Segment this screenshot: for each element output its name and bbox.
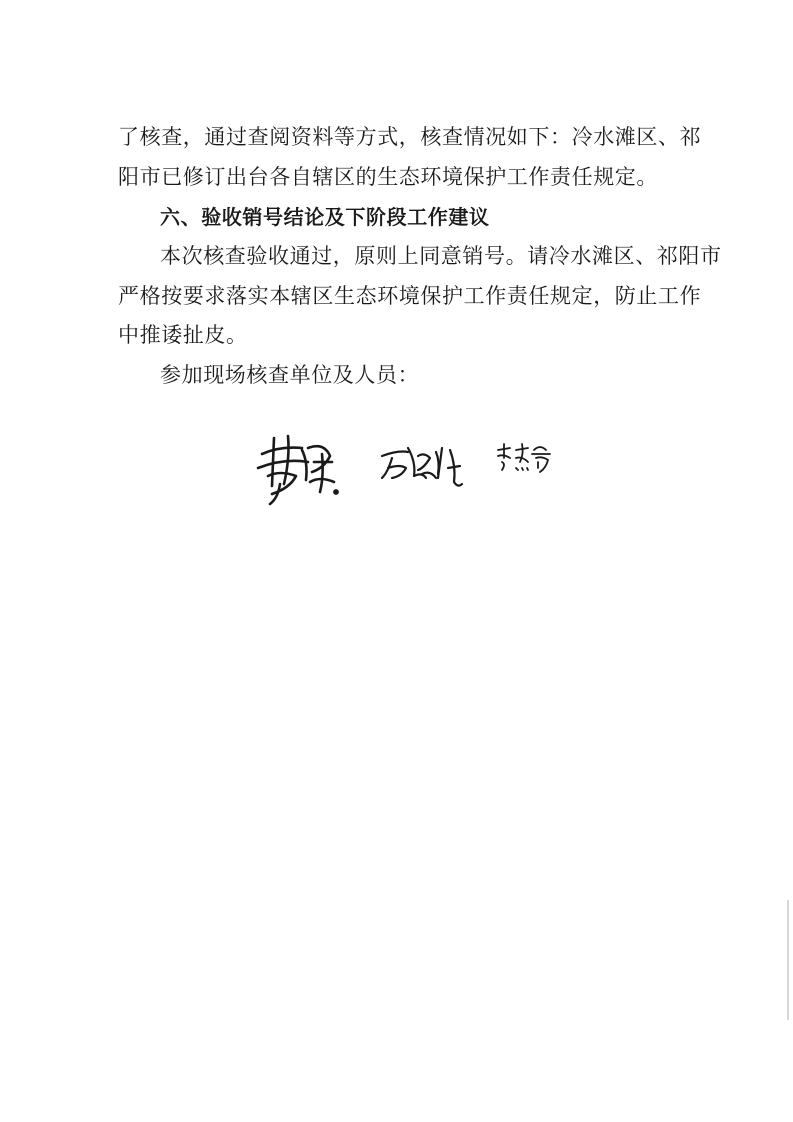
body-text-line: 严格按要求落实本辖区生态环境保护工作责任规定，防止工作 — [118, 284, 702, 308]
body-text-line: 中推诿扯皮。 — [118, 323, 248, 347]
body-text-line: 了核查，通过查阅资料等方式，核查情况如下：冷水滩区、祁 — [118, 125, 702, 149]
handwritten-signature — [378, 438, 468, 498]
scan-edge-mark — [787, 900, 789, 1020]
body-text-line: 本次核查验收通过，原则上同意销号。请冷水滩区、祁阳市 — [160, 244, 722, 268]
participants-label: 参加现场核查单位及人员： — [160, 363, 420, 387]
handwritten-signature — [250, 428, 350, 508]
body-text-line: 阳市已修订出台各自辖区的生态环境保护工作责任规定。 — [118, 165, 658, 189]
section-heading: 六、验收销号结论及下阶段工作建议 — [160, 205, 490, 229]
handwritten-signature — [494, 440, 554, 476]
